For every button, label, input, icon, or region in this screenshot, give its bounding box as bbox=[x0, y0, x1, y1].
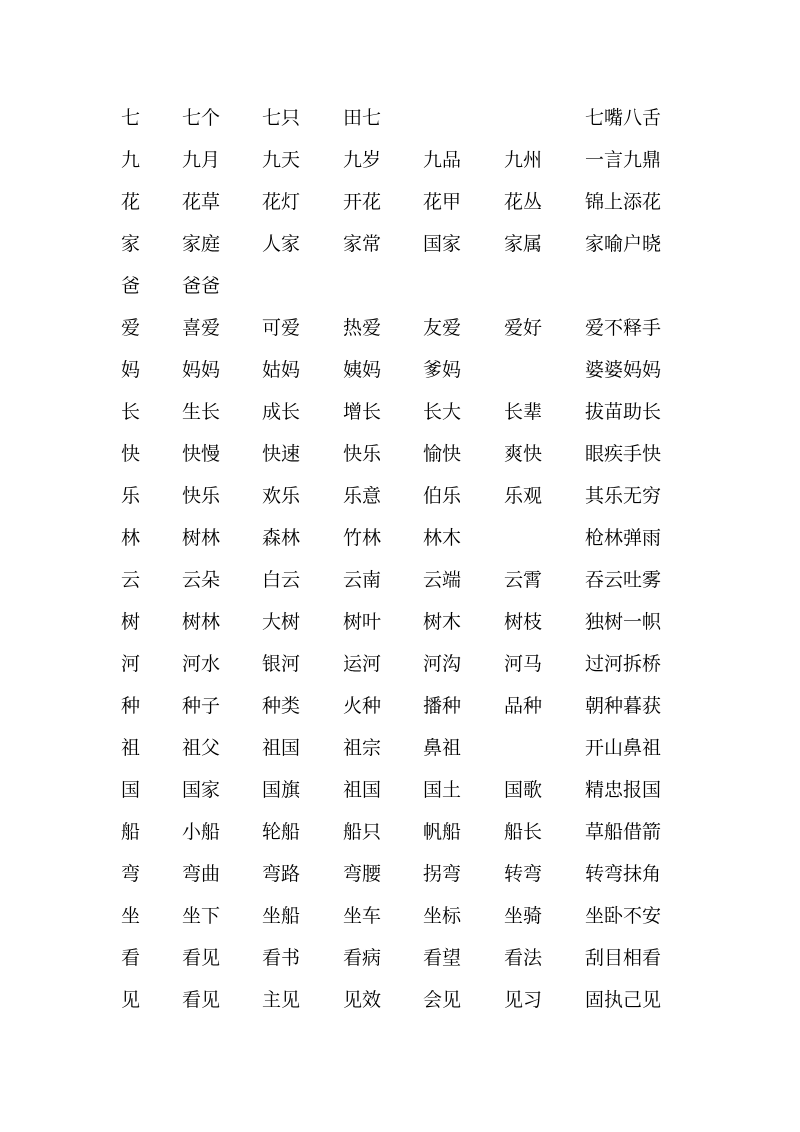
word-list bbox=[121, 97, 721, 1021]
row-idiom: 转弯抹角 bbox=[585, 863, 662, 885]
row-idiom: 独树一帜 bbox=[585, 611, 662, 633]
row-word: 热爱 bbox=[343, 317, 382, 339]
word-row bbox=[121, 517, 721, 559]
row-word: 小船 bbox=[182, 821, 221, 843]
word-row bbox=[121, 97, 721, 139]
row-word: 看望 bbox=[423, 947, 462, 969]
row-word: 可爱 bbox=[262, 317, 301, 339]
row-word: 快乐 bbox=[182, 485, 221, 507]
row-word: 运河 bbox=[343, 653, 382, 675]
row-word: 弯曲 bbox=[182, 863, 221, 885]
row-idiom: 吞云吐雾 bbox=[585, 569, 662, 591]
row-word: 七只 bbox=[262, 107, 301, 129]
row-word bbox=[504, 727, 585, 769]
row-word: 森林 bbox=[262, 527, 301, 549]
row-word: 船只 bbox=[343, 821, 382, 843]
row-idiom: 七嘴八舌 bbox=[585, 107, 662, 129]
row-word: 长大 bbox=[423, 401, 462, 423]
row-word: 种子 bbox=[182, 695, 221, 717]
row-word: 友爱 bbox=[423, 317, 462, 339]
row-word bbox=[423, 97, 504, 139]
row-word: 大树 bbox=[262, 611, 301, 633]
row-word: 九天 bbox=[262, 149, 301, 171]
row-word: 喜爱 bbox=[182, 317, 221, 339]
row-word: 主见 bbox=[262, 989, 301, 1011]
row-word: 姑妈 bbox=[262, 359, 301, 381]
row-word: 河沟 bbox=[423, 653, 462, 675]
row-word: 伯乐 bbox=[423, 485, 462, 507]
row-word: 七个 bbox=[182, 107, 221, 129]
row-word: 会见 bbox=[423, 989, 462, 1011]
row-character: 船 bbox=[121, 821, 141, 843]
row-idiom bbox=[585, 265, 705, 307]
row-word bbox=[504, 349, 585, 391]
row-word: 乐意 bbox=[343, 485, 382, 507]
row-word: 家常 bbox=[343, 233, 382, 255]
row-character: 快 bbox=[121, 443, 141, 465]
row-word: 花甲 bbox=[423, 191, 462, 213]
row-character: 坐 bbox=[121, 905, 141, 927]
row-idiom: 锦上添花 bbox=[585, 191, 662, 213]
row-word: 花丛 bbox=[504, 191, 543, 213]
row-character: 九 bbox=[121, 149, 141, 171]
row-idiom: 刮目相看 bbox=[585, 947, 662, 969]
row-word: 弯腰 bbox=[343, 863, 382, 885]
row-word: 九月 bbox=[182, 149, 221, 171]
row-word: 帆船 bbox=[423, 821, 462, 843]
row-word: 家属 bbox=[504, 233, 543, 255]
row-character: 弯 bbox=[121, 863, 141, 885]
row-word: 祖国 bbox=[343, 779, 382, 801]
row-word: 种类 bbox=[262, 695, 301, 717]
row-word: 轮船 bbox=[262, 821, 301, 843]
row-word: 品种 bbox=[504, 695, 543, 717]
row-word: 九品 bbox=[423, 149, 462, 171]
row-word: 看书 bbox=[262, 947, 301, 969]
word-row bbox=[121, 559, 721, 601]
row-character: 见 bbox=[121, 989, 141, 1011]
row-word: 云南 bbox=[343, 569, 382, 591]
row-character: 云 bbox=[121, 569, 141, 591]
row-word: 河马 bbox=[504, 653, 543, 675]
word-row bbox=[121, 643, 721, 685]
row-word: 妈妈 bbox=[182, 359, 221, 381]
row-character: 国 bbox=[121, 779, 141, 801]
row-word: 国歌 bbox=[504, 779, 543, 801]
row-word: 九州 bbox=[504, 149, 543, 171]
row-word: 看见 bbox=[182, 947, 221, 969]
row-word: 坐车 bbox=[343, 905, 382, 927]
row-character: 爱 bbox=[121, 317, 141, 339]
row-character: 七 bbox=[121, 107, 141, 129]
word-row bbox=[121, 685, 721, 727]
row-character: 祖 bbox=[121, 737, 141, 759]
row-character: 河 bbox=[121, 653, 141, 675]
word-row bbox=[121, 601, 721, 643]
row-word: 河水 bbox=[182, 653, 221, 675]
row-word: 鼻祖 bbox=[423, 737, 462, 759]
word-row bbox=[121, 727, 721, 769]
row-word: 国家 bbox=[423, 233, 462, 255]
row-word: 国土 bbox=[423, 779, 462, 801]
row-word: 姨妈 bbox=[343, 359, 382, 381]
row-character: 林 bbox=[121, 527, 141, 549]
row-word: 船长 bbox=[504, 821, 543, 843]
row-idiom: 拔苗助长 bbox=[585, 401, 662, 423]
word-row bbox=[121, 433, 721, 475]
row-word: 爽快 bbox=[504, 443, 543, 465]
row-word: 家庭 bbox=[182, 233, 221, 255]
row-word: 九岁 bbox=[343, 149, 382, 171]
row-word bbox=[504, 265, 585, 307]
word-row bbox=[121, 853, 721, 895]
row-word: 欢乐 bbox=[262, 485, 301, 507]
word-row bbox=[121, 895, 721, 937]
row-word: 白云 bbox=[262, 569, 301, 591]
row-word bbox=[423, 265, 504, 307]
row-word: 坐船 bbox=[262, 905, 301, 927]
word-row bbox=[121, 937, 721, 979]
row-word: 林木 bbox=[423, 527, 462, 549]
row-character: 家 bbox=[121, 233, 141, 255]
row-idiom: 爱不释手 bbox=[585, 317, 662, 339]
row-idiom: 坐卧不安 bbox=[585, 905, 662, 927]
row-idiom: 草船借箭 bbox=[585, 821, 662, 843]
row-word: 看法 bbox=[504, 947, 543, 969]
row-word: 国家 bbox=[182, 779, 221, 801]
row-idiom: 枪林弹雨 bbox=[585, 527, 662, 549]
word-row bbox=[121, 391, 721, 433]
word-row bbox=[121, 979, 721, 1021]
word-row bbox=[121, 139, 721, 181]
row-word: 播种 bbox=[423, 695, 462, 717]
row-word: 看见 bbox=[182, 989, 221, 1011]
row-character: 爸 bbox=[121, 275, 141, 297]
row-word: 国旗 bbox=[262, 779, 301, 801]
row-word: 快速 bbox=[262, 443, 301, 465]
row-character: 长 bbox=[121, 401, 141, 423]
row-word: 乐观 bbox=[504, 485, 543, 507]
row-idiom: 朝种暮获 bbox=[585, 695, 662, 717]
row-word: 愉快 bbox=[423, 443, 462, 465]
row-idiom: 婆婆妈妈 bbox=[585, 359, 662, 381]
row-idiom: 一言九鼎 bbox=[585, 149, 662, 171]
word-row bbox=[121, 349, 721, 391]
row-word: 人家 bbox=[262, 233, 301, 255]
word-row bbox=[121, 769, 721, 811]
row-word: 拐弯 bbox=[423, 863, 462, 885]
row-word: 快慢 bbox=[182, 443, 221, 465]
row-word bbox=[504, 517, 585, 559]
word-row bbox=[121, 307, 721, 349]
row-character: 花 bbox=[121, 191, 141, 213]
row-word: 爹妈 bbox=[423, 359, 462, 381]
row-word: 坐下 bbox=[182, 905, 221, 927]
row-word bbox=[262, 265, 343, 307]
row-word: 花灯 bbox=[262, 191, 301, 213]
row-character: 妈 bbox=[121, 359, 141, 381]
row-character: 乐 bbox=[121, 485, 141, 507]
row-word: 云端 bbox=[423, 569, 462, 591]
row-word: 祖宗 bbox=[343, 737, 382, 759]
row-word: 弯路 bbox=[262, 863, 301, 885]
word-row bbox=[121, 181, 721, 223]
row-word: 树叶 bbox=[343, 611, 382, 633]
row-idiom: 开山鼻祖 bbox=[585, 737, 662, 759]
row-word: 见习 bbox=[504, 989, 543, 1011]
row-word: 见效 bbox=[343, 989, 382, 1011]
row-word: 花草 bbox=[182, 191, 221, 213]
row-word: 云霄 bbox=[504, 569, 543, 591]
word-row bbox=[121, 223, 721, 265]
row-word: 爱好 bbox=[504, 317, 543, 339]
row-idiom: 过河拆桥 bbox=[585, 653, 662, 675]
word-row bbox=[121, 811, 721, 853]
word-row bbox=[121, 265, 721, 307]
row-word: 开花 bbox=[343, 191, 382, 213]
row-word: 竹林 bbox=[343, 527, 382, 549]
row-idiom: 固执己见 bbox=[585, 989, 662, 1011]
row-word: 看病 bbox=[343, 947, 382, 969]
row-word: 云朵 bbox=[182, 569, 221, 591]
row-word: 爸爸 bbox=[182, 275, 221, 297]
row-word: 树林 bbox=[182, 527, 221, 549]
row-word: 成长 bbox=[262, 401, 301, 423]
row-character: 树 bbox=[121, 611, 141, 633]
row-word: 坐标 bbox=[423, 905, 462, 927]
row-idiom: 精忠报国 bbox=[585, 779, 662, 801]
row-word: 树木 bbox=[423, 611, 462, 633]
row-word: 祖国 bbox=[262, 737, 301, 759]
row-word bbox=[504, 97, 585, 139]
row-idiom: 眼疾手快 bbox=[585, 443, 662, 465]
row-word: 银河 bbox=[262, 653, 301, 675]
row-word bbox=[343, 265, 423, 307]
row-word: 树枝 bbox=[504, 611, 543, 633]
row-word: 坐骑 bbox=[504, 905, 543, 927]
row-word: 生长 bbox=[182, 401, 221, 423]
row-word: 树林 bbox=[182, 611, 221, 633]
row-word: 火种 bbox=[343, 695, 382, 717]
row-word: 增长 bbox=[343, 401, 382, 423]
row-word: 田七 bbox=[343, 107, 382, 129]
row-word: 长辈 bbox=[504, 401, 543, 423]
word-row bbox=[121, 475, 721, 517]
row-character: 种 bbox=[121, 695, 141, 717]
row-word: 转弯 bbox=[504, 863, 543, 885]
row-idiom: 其乐无穷 bbox=[585, 485, 662, 507]
row-word: 快乐 bbox=[343, 443, 382, 465]
row-idiom: 家喻户晓 bbox=[585, 233, 662, 255]
row-character: 看 bbox=[121, 947, 141, 969]
row-word: 祖父 bbox=[182, 737, 221, 759]
